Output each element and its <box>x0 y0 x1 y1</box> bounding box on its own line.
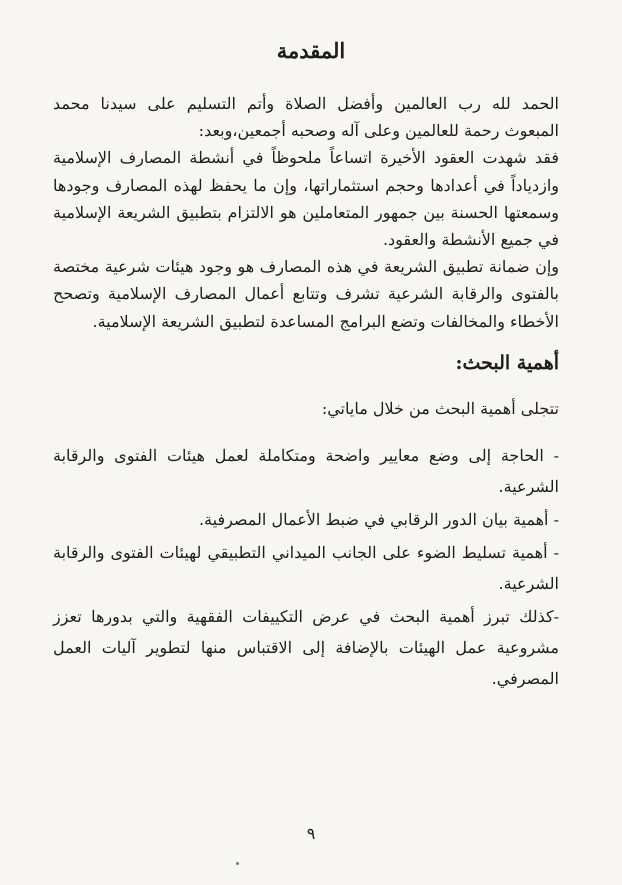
list-item: - الحاجة إلى وضع معايير واضحة ومتكاملة لعمل هيئات الفتوى والرقابة الشرعية. <box>53 446 559 496</box>
section-heading-importance: أهمية البحث: <box>455 352 559 374</box>
list-item: - أهمية تسليط الضوء على الجانب الميداني التطبيقي لهيئات الفتوى والرقابة الشرعية. <box>53 543 559 593</box>
intro-paragraph: وإن ضمانة تطبيق الشريعة في هذه المصارف هو وجود هيئات شرعية مختصة بالفتوى والرقابة الشرعية تشرف وتتابع أعمال المصارف الإسلامية وتصحح الأخطاء والمخالفات وتضع البرامج المساعدة لتطبيق الشريعة الإسلامية. <box>53 257 559 331</box>
paper-speck <box>236 862 239 865</box>
page-number: ٩ <box>306 824 316 843</box>
introduction-body <box>53 90 559 335</box>
importance-list <box>53 440 559 696</box>
intro-paragraph: فقد شهدت العقود الأخيرة اتساعاً ملحوظاً في أنشطة المصارف الإسلامية وازدياداً في أعدادها وحجم استثماراتها، وإن ما يحفظ لهذه المصارف وجودها وسمعتها الحسنة بين جمهور المتعاملين هو الالتزام بتطبيق الشريعة الإسلامية في جميع الأنشطة والعقود. <box>53 148 559 250</box>
importance-intro: تتجلى أهمية البحث من خلال ماياتي: <box>321 399 559 418</box>
list-item: - أهمية بيان الدور الرقابي في ضبط الأعمال المصرفية. <box>198 510 559 529</box>
page-title: المقدمة <box>276 38 346 63</box>
list-item: -كذلك تبرز أهمية البحث في عرض التكييفات الفقهية والتي بدورها تعزز مشروعية عمل الهيئات بالإضافة إلى الاقتباس منها لتطوير آليات العمل المصرفي. <box>53 607 559 688</box>
intro-paragraph: الحمد لله رب العالمين وأفضل الصلاة وأتم التسليم على سيدنا محمد المبعوث رحمة للعالمين وعلى آله وصحبه أجمعين،وبعد: <box>53 94 559 141</box>
